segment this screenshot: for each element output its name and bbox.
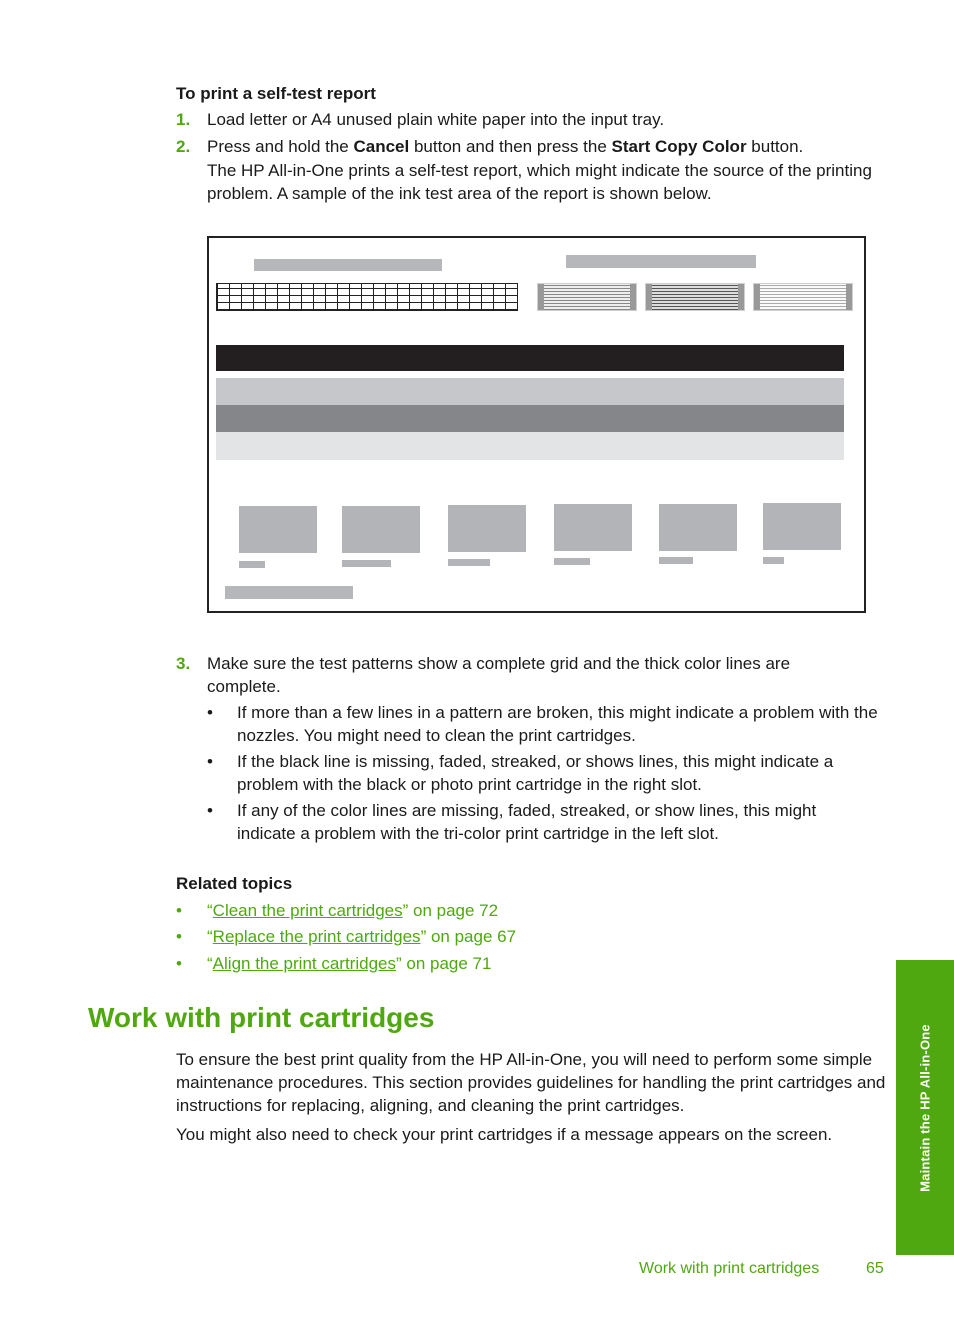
- mid-color-band: [216, 405, 844, 432]
- section-paragraph: To ensure the best print quality from the HP All-in-One, you will need to perform some simple maintenance procedures. This section provides guidelines for handling the print cartridges and instructions for replacing, aligning, and cleaning the print cartridges.: [176, 1050, 886, 1115]
- swatch-label-bar: [659, 557, 693, 564]
- bullet-glyph: •: [176, 901, 182, 920]
- step-text: Make sure the test patterns show a complete grid and the thick color lines are complete.: [207, 654, 791, 696]
- color-swatch: [342, 506, 420, 553]
- line-pattern: [753, 283, 853, 311]
- bullet-text: If more than a few lines in a pattern are broken, this might indicate a problem with the nozzles. You might need to clean the print cartridges.: [237, 703, 878, 745]
- black-color-band: [216, 345, 844, 371]
- swatch-label-bar: [239, 561, 265, 568]
- step-number: 1.: [176, 110, 191, 129]
- procedure-heading: To print a self-test report: [176, 84, 376, 103]
- step-number: 2.: [176, 137, 191, 156]
- self-test-report-figure: [207, 236, 866, 613]
- bullet-text: If any of the color lines are missing, faded, streaked, or show lines, this might indicate a problem with the tri-color print cartridge in the left slot.: [237, 801, 817, 843]
- figure-label-bar: [566, 255, 756, 268]
- figure-footer-bar: [225, 586, 353, 599]
- related-topics-heading: Related topics: [176, 874, 293, 893]
- step-number: 3.: [176, 654, 191, 673]
- start-copy-color-button-label: Start Copy Color: [611, 137, 747, 156]
- line-pattern: [645, 283, 745, 311]
- light-color-band: [216, 378, 844, 405]
- link-align-print-cartridges[interactable]: Align the print cartridges: [212, 954, 396, 973]
- footer-title: Work with print cartridges: [639, 1260, 820, 1277]
- nozzle-grid-pattern: [216, 283, 518, 311]
- page-number: 65: [866, 1260, 884, 1277]
- related-item: “Align the print cartridges” on page 71: [207, 954, 492, 973]
- bullet-glyph: •: [207, 801, 213, 820]
- link-clean-print-cartridges[interactable]: Clean the print cartridges: [212, 901, 403, 920]
- chapter-side-tab: [896, 960, 954, 1255]
- bullet-text: If the black line is missing, faded, streaked, or shows lines, this might indicate a problem with the black or photo print cartridge in the right slot.: [237, 752, 834, 794]
- step-text: Load letter or A4 unused plain white paper into the input tray.: [207, 110, 665, 129]
- swatch-label-bar: [448, 559, 490, 566]
- section-paragraph: You might also need to check your print cartridges if a message appears on the screen.: [176, 1125, 833, 1144]
- color-swatch: [659, 504, 737, 551]
- link-replace-print-cartridges[interactable]: Replace the print cartridges: [212, 927, 421, 946]
- swatch-label-bar: [342, 560, 391, 567]
- related-item: “Clean the print cartridges” on page 72: [207, 901, 499, 920]
- figure-label-bar: [254, 259, 442, 271]
- pale-color-band: [216, 432, 844, 460]
- side-tab-label: Maintain the HP All-in-One: [917, 1023, 933, 1192]
- color-swatch: [448, 505, 526, 552]
- step-note: The HP All-in-One prints a self-test report, which might indicate the source of the printing problem. A sample of the ink test area of the report is shown below.: [207, 161, 872, 203]
- bullet-glyph: •: [176, 954, 182, 973]
- color-swatch: [554, 504, 632, 551]
- bullet-glyph: •: [176, 927, 182, 946]
- color-swatch: [239, 506, 317, 553]
- bullet-glyph: •: [207, 703, 213, 722]
- related-item: “Replace the print cartridges” on page 67: [207, 927, 517, 946]
- step-text: Press and hold the Cancel button and then press the Start Copy Color button.: [207, 137, 804, 156]
- bullet-glyph: •: [207, 752, 213, 771]
- line-pattern: [537, 283, 637, 311]
- swatch-label-bar: [763, 557, 784, 564]
- color-swatch: [763, 503, 841, 550]
- cancel-button-label: Cancel: [353, 137, 410, 156]
- section-title: Work with print cartridges: [88, 1002, 435, 1033]
- swatch-label-bar: [554, 558, 590, 565]
